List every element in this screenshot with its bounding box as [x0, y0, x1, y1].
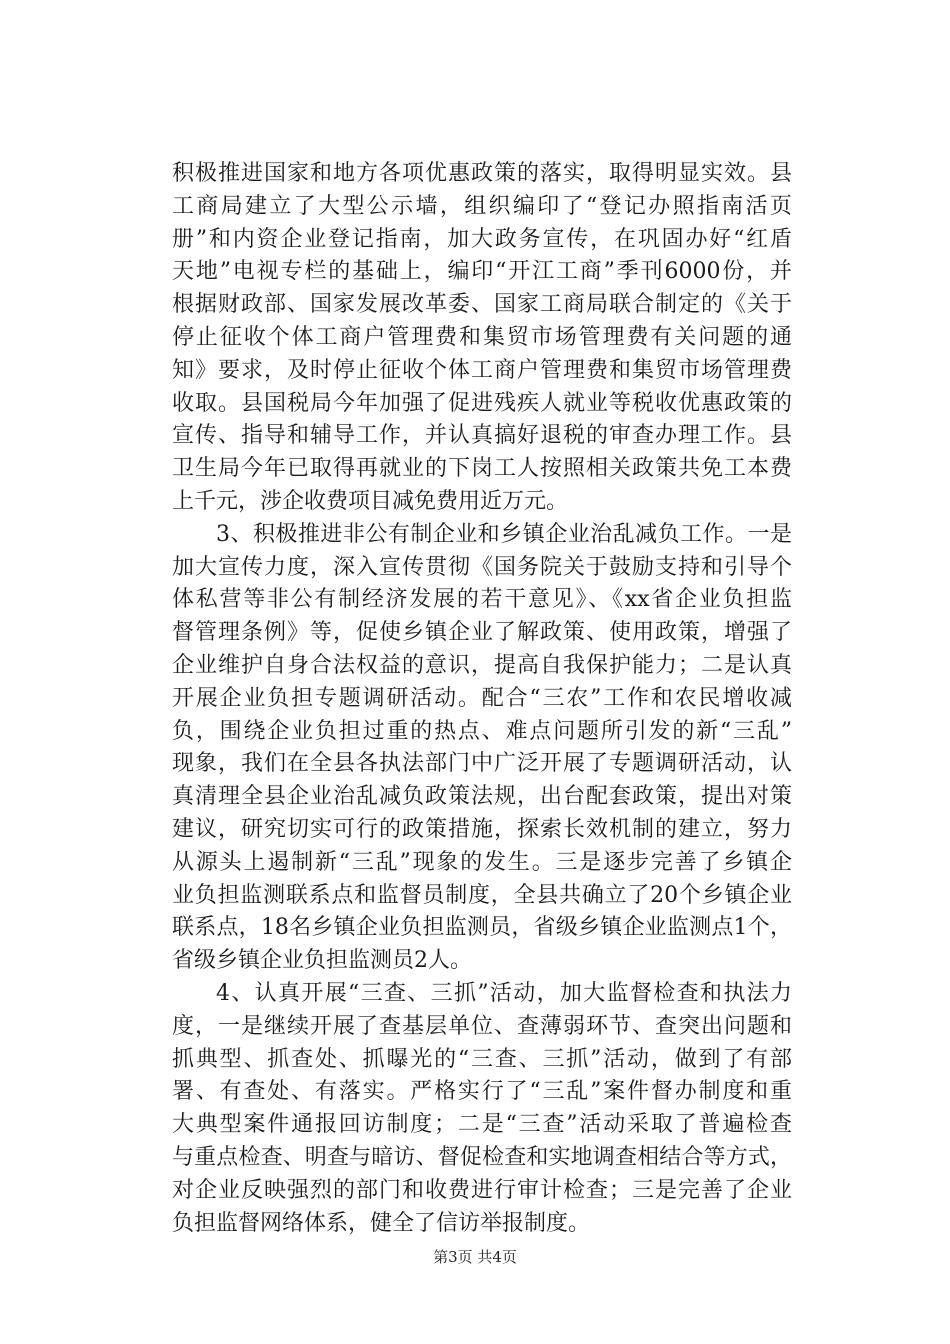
body-text [172, 158, 792, 1240]
text-line: 督管理条例》等，促使乡镇企业了解政策、使用政策，增强了 [172, 620, 792, 646]
text-line: 建议，研究切实可行的政策措施，探索长效机制的建立，努力 [172, 816, 792, 842]
text-line: 卫生局今年已取得再就业的下岗工人按照相关政策共免工本费 [172, 456, 792, 482]
text-line: 企业维护自身合法权益的意识，提高自我保护能力；二是认真 [172, 652, 792, 678]
text-line: 大典型案件通报回访制度；二是“三查”活动采取了普遍检查 [172, 1112, 792, 1138]
text-line: 负担监督网络体系，健全了信访举报制度。 [172, 1210, 591, 1236]
text-line: 联系点，18名乡镇企业负担监测员，省级乡镇企业监测点1个， [172, 915, 792, 941]
text-line: 4、认真开展“三查、三抓”活动，加大监督检查和执法力 [216, 980, 792, 1006]
text-line: 抓典型、抓查处、抓曝光的“三查、三抓”活动，做到了有部 [172, 1046, 792, 1072]
text-line: 天地”电视专栏的基础上，编印“开江工商”季刊6000份，并 [172, 259, 792, 285]
text-line: 知》要求，及时停止征收个体工商户管理费和集贸市场管理费 [172, 357, 792, 383]
text-line: 业负担监测联系点和监督员制度，全县共确立了20个乡镇企业 [172, 882, 792, 908]
text-line: 度，一是继续开展了查基层单位、查薄弱环节、查突出问题和 [172, 1013, 792, 1039]
text-line: 根据财政部、国家发展改革委、国家工商局联合制定的《关于 [172, 292, 792, 318]
text-line: 3、积极推进非公有制企业和乡镇企业治乱减负工作。一是 [216, 521, 792, 547]
text-line: 现象，我们在全县各执法部门中广泛开展了专题调研活动，认 [172, 751, 792, 777]
text-line: 体私营等非公有制经济发展的若干意见》、《xx省企业负担监 [172, 587, 792, 613]
text-line: 开展企业负担专题调研活动。配合“三农”工作和农民增收减 [172, 685, 792, 711]
text-line: 宣传、指导和辅导工作，并认真搞好退税的审查办理工作。县 [172, 423, 792, 449]
text-line: 加大宣传力度，深入宣传贯彻《国务院关于鼓励支持和引导个 [172, 554, 792, 580]
text-line: 积极推进国家和地方各项优惠政策的落实，取得明显实效。县 [172, 161, 792, 186]
page-footer: 第3页 共4页 [433, 1248, 517, 1266]
text-line: 署、有查处、有落实。严格实行了“三乱”案件督办制度和重 [172, 1079, 792, 1105]
text-line: 从源头上遏制新“三乱”现象的发生。三是逐步完善了乡镇企 [172, 849, 792, 875]
text-line: 册”和内资企业登记指南，加大政务宣传，在巩固办好“红盾 [172, 226, 792, 252]
text-line: 上千元，涉企收费项目减免费用近万元。 [172, 488, 569, 514]
text-line: 停止征收个体工商户管理费和集贸市场管理费有关问题的通 [172, 324, 792, 350]
text-line: 与重点检查、明查与暗访、督促检查和实地调查相结合等方式， [172, 1144, 792, 1170]
text-line: 工商局建立了大型公示墙，组织编印了“登记办照指南活页 [172, 193, 792, 219]
text-line: 对企业反映强烈的部门和收费进行审计检查；三是完善了企业 [172, 1177, 792, 1203]
text-line: 省级乡镇企业负担监测员2人。 [172, 948, 472, 974]
text-line: 负，围绕企业负担过重的热点、难点问题所引发的新“三乱” [172, 718, 792, 744]
text-line: 真清理全县企业治乱减负政策法规，出台配套政策，提出对策 [172, 784, 792, 810]
text-line: 收取。县国税局今年加强了促进残疾人就业等税收优惠政策的 [172, 390, 792, 416]
